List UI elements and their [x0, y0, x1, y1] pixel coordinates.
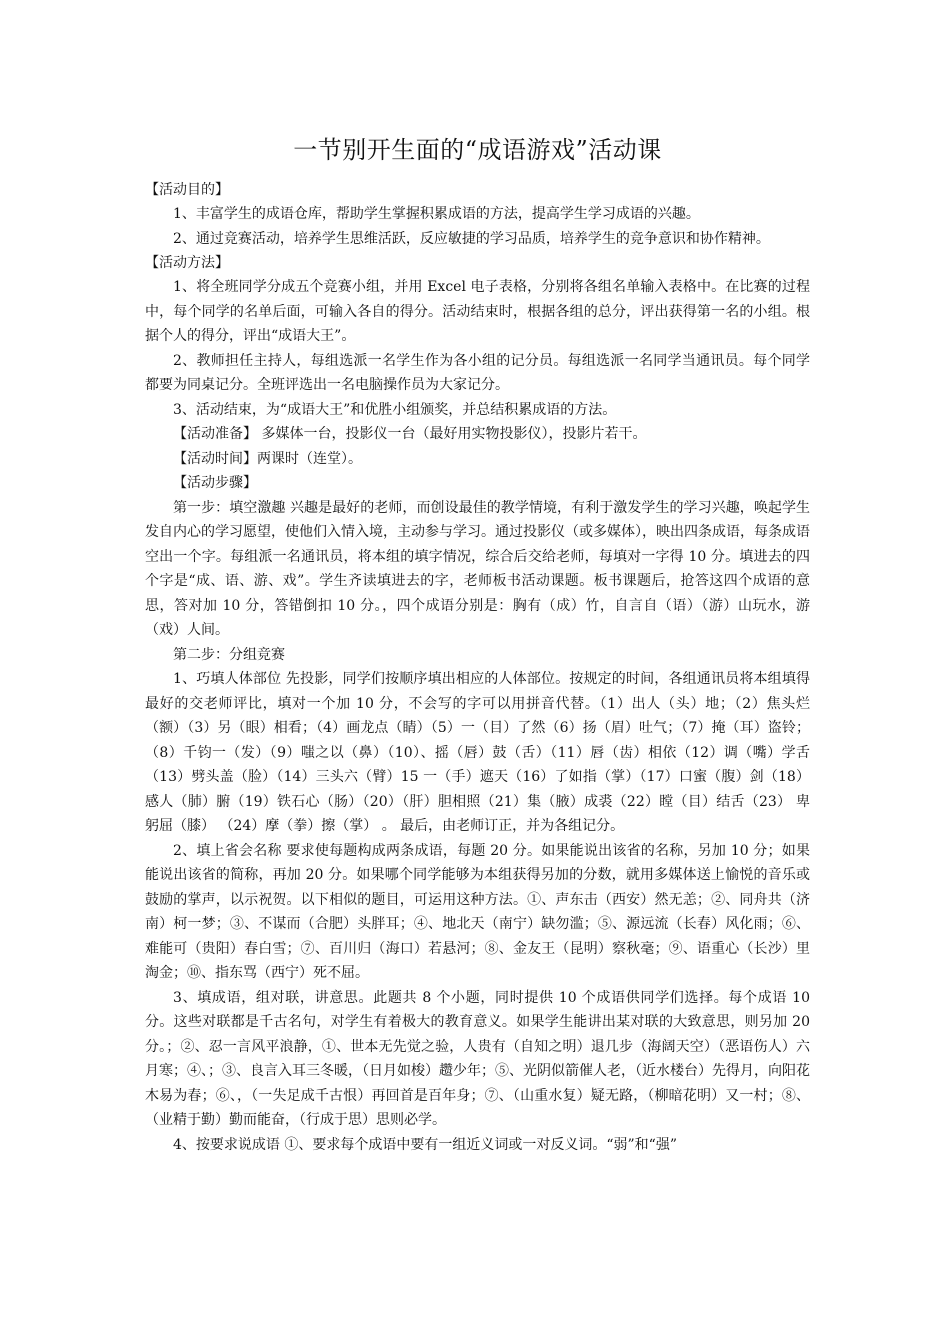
document-title: 一节别开生面的“成语游戏”活动课: [293, 136, 662, 164]
method-heading: 【活动方法】: [145, 255, 229, 271]
document-page: [145, 130, 810, 1157]
purpose-heading: 【活动目的】: [145, 182, 229, 198]
step-2-heading: 第二步：分组竞赛: [173, 646, 285, 663]
step-2-item-2: 2、填上省会名称 要求使每题构成两条成语，每题 20 分。如果能说出该省的名称，另加 10 分；如果能说出该省的简称，再加 20 分。如果哪个同学能够为本组获得另加的分数，就用多媒体送上愉悦的音乐或鼓励的掌声，以示祝贺。以下相似的题目，可运用这种方法。①、声东击（西安）然无恙；②、同舟共（济南）柯一梦；③、不谋而（合肥）头胖耳；④、地北天（南宁）缺勿滥；⑤、源远流（长春）风化雨；⑥、难能可（贵阳）春白雪；⑦、百川归（海口）若悬河；⑧、金友王（昆明）察秋毫；⑨、语重心（长沙）里淘金；⑩、指东骂（西宁）死不屈。: [145, 842, 810, 981]
preparation-line: 【活动准备】 多媒体一台，投影仪一台（最好用实物投影仪），投影片若干。: [173, 426, 647, 442]
method-item-3: 3、活动结束，为“成语大王”和优胜小组颁奖，并总结积累成语的方法。: [173, 401, 617, 418]
step-1-paragraph: 第一步：填空激趣 兴趣是最好的老师，而创设最佳的教学情境，有利于激发学生的学习兴趣，唤起学生发自内心的学习愿望，使他们入情入境，主动参与学习。通过投影仪（或多媒体），映出四条成语，每条成语空出一个字。每组派一名通讯员，将本组的填字情况，综合后交给老师，每填对一字得 10 分。填进去的四个字是“成、语、游、戏”。学生齐读填进去的字，老师板书活动课题。板书课题后，抢答这四个成语的意思，答对加 10 分，答错倒扣 10 分。，四个成语分别是：胸有（成）竹，自言自（语）（游）山玩水，游（戏）人间。: [145, 499, 810, 638]
step-2-item-3: 3、填成语，组对联，讲意思。此题共 8 个小题，同时提供 10 个成语供同学们选择。每个成语 10 分。这些对联都是千古名句，对学生有着极大的教育意义。如果学生能讲出某对联的大致意思，则另加 20 分。；②、忍一言风平浪静，①、世本无先觉之验，人贵有（自知之明）退几步（海阔天空）（恶语伤人）六月寒；④、；③、良言入耳三冬暖，（日月如梭）趱少年；⑤、光阴似箭催人老，（近水楼台）先得月，向阳花木易为春；⑥、，（一失足成千古恨）再回首是百年身；⑦、（山重水复）疑无路，（柳暗花明）又一村；⑧、（业精于勤）勤而能奋，（行成于思）思则必学。: [145, 989, 810, 1128]
time-line: 【活动时间】两课时（连堂）。: [173, 450, 362, 467]
purpose-item-1: 1、丰富学生的成语仓库，帮助学生掌握积累成语的方法，提高学生学习成语的兴趣。: [173, 206, 700, 222]
step-2-item-1: 1、巧填人体部位 先投影，同学们按顺序填出相应的人体部位。按规定的时间，各组通讯员将本组填得最好的交老师评比，填对一个加 10 分，不会写的字可以用拼音代替。（1）出人（头）地；（2）焦头烂（额）（3）另（眼）相看；（4）画龙点（睛）（5）一（目）了然（6）扬（眉）吐气；（7）掩（耳）盗铃；（8）千钧一（发）（9）嗤之以（鼻）（10）、摇（唇）鼓（舌）（11）唇（齿）相依（12）调（嘴）学舌（13）劈头盖（脸）（14）三头六（臂）15 一（手）遮天（16）了如指（掌）（17）口蜜（腹）剑（18）感人（肺）腑（19）铁石心（肠）（20）（肝）胆相照（21）集（腋）成裘（22）瞠（目）结舌（23） 卑躬屈（膝） （24）摩（拳）擦（掌） 。 最后，由老师订正，并为各组记分。: [145, 671, 810, 834]
purpose-item-2: 2、通过竞赛活动，培养学生思维活跃，反应敏捷的学习品质，培养学生的竞争意识和协作精神。: [173, 230, 770, 247]
method-item-1: 1、将全班同学分成五个竞赛小组，并用 Excel 电子表格，分别将各组名单输入表格中。在比赛的过程中，每个同学的名单后面，可输入各自的得分。活动结束时，根据各组的总分，评出获得第一名的小组。根据个人的得分，评出“成语大王”。: [145, 279, 810, 344]
method-item-2: 2、教师担任主持人，每组选派一名学生作为各小组的记分员。每组选派一名同学当通讯员。每个同学都要为同桌记分。全班评选出一名电脑操作员为大家记分。: [145, 352, 810, 393]
steps-heading: 【活动步骤】: [173, 475, 257, 491]
step-2-item-4: 4、按要求说成语 ①、要求每个成语中要有一组近义词或一对反义词。“弱”和“强”: [173, 1136, 677, 1153]
